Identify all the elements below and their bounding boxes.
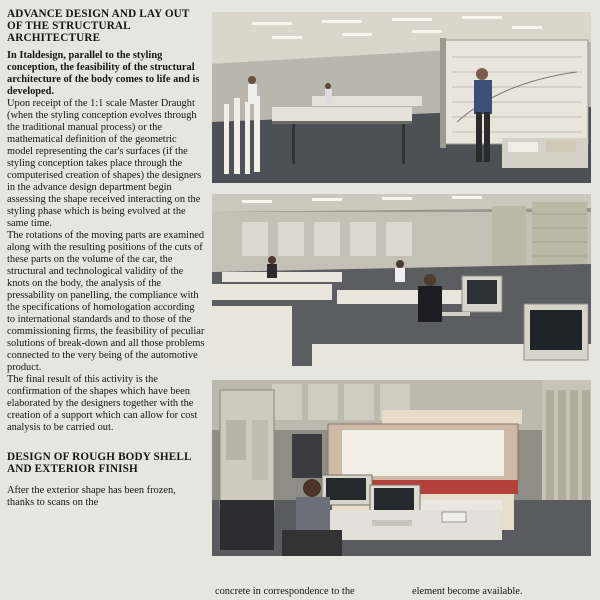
photo-cad-office (212, 194, 591, 366)
lead-paragraph: In Italdesign, parallel to the styling conception, the feasibility of the structural architecture of the body comes to life and is developed. (7, 50, 200, 97)
section-heading-structural-architecture: ADVANCE DESIGN AND LAY OUT OF THE STRUCTURAL ARCHITECTURE (7, 8, 190, 44)
photo-drafting-room (212, 12, 591, 183)
paragraph-exterior-shape: After the exterior shape has been frozen, thanks to scans on the (7, 485, 176, 508)
paragraph-final-result: The final result of this activity is the confirmation of the shapes which have been elaborated by the designers together with the creation of a support which can allow for cost analysis to be carried out. (7, 374, 198, 433)
text-column (7, 8, 205, 509)
paragraph-moving-parts: The rotations of the moving parts are examined along with the resulting positions of the cuts of these parts on the volume of the car, the structural and technological validity of the knots on the body, the analysis of the pressability on panelling, the compliance with the specifications of homologation according to international standards and to those of the commissioning firms, the feasibility of peculiar solutions of break-down and all those problems connected to the very being of the automotive product. (7, 230, 205, 373)
section-heading-rough-body-shell: DESIGN OF ROUGH BODY SHELL AND EXTERIOR FINISH (7, 451, 191, 475)
photo-plotter-room (212, 380, 591, 556)
paragraph-master-draught: Upon receipt of the 1:1 scale Master Draught (when the styling conception evolves through the traditional manual process) or the mathematical definition of the geometric model representing the car's surfaces (if the styling conception takes place through the computerised creation of shapes) the designers in the advance design department begin assessing the shape received interacting on the styling phase which is being evolved at the same time. (7, 98, 202, 229)
next-column-text: concrete in correspondence to the (215, 586, 355, 597)
third-column-text: element become available. (412, 586, 523, 597)
